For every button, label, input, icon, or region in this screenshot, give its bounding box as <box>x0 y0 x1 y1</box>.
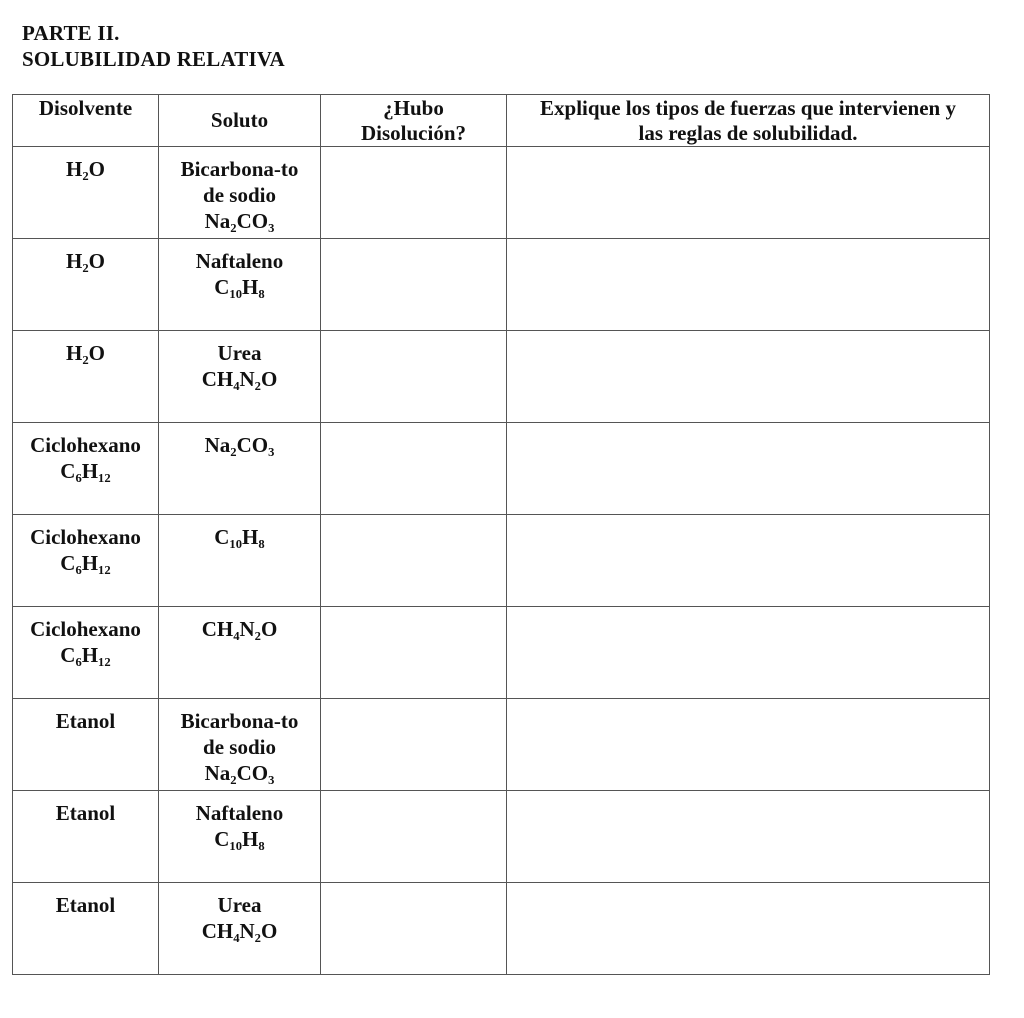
dissolved-answer-cell[interactable] <box>321 699 507 791</box>
dissolved-answer-cell[interactable] <box>321 147 507 239</box>
document-heading <box>22 20 285 72</box>
explanation-answer-cell[interactable] <box>507 883 990 975</box>
explanation-answer-cell[interactable] <box>507 699 990 791</box>
solvent-line: C₆H₁₂ <box>60 643 111 667</box>
table-body <box>13 147 990 975</box>
header-solvent: Disolvente <box>13 95 159 147</box>
solvent-cell <box>13 699 159 791</box>
table-row <box>13 791 990 883</box>
solvent-line: C₆H₁₂ <box>60 459 111 483</box>
table-row <box>13 331 990 423</box>
solute-line: Naftaleno <box>195 801 284 825</box>
solvent-cell <box>13 791 159 883</box>
part-label: PARTE II. <box>22 21 120 45</box>
header-solute: Soluto <box>159 95 321 147</box>
solvent-line: Ciclohexano <box>30 525 141 549</box>
solute-line: C₁₀H₈ <box>214 525 265 549</box>
solute-cell <box>159 147 321 239</box>
explanation-answer-cell[interactable] <box>507 515 990 607</box>
header-explain-line: Explique los tipos de fuerzas que intervienen y <box>540 96 956 120</box>
solute-line: Bicarbona-to <box>180 709 299 733</box>
solubility-table <box>12 94 990 975</box>
solvent-line: Ciclohexano <box>30 433 141 457</box>
solvent-line: Etanol <box>55 709 116 733</box>
solvent-line: H₂O <box>66 249 105 273</box>
solvent-line: Ciclohexano <box>30 617 141 641</box>
solvent-cell <box>13 883 159 975</box>
solvent-cell <box>13 239 159 331</box>
explanation-answer-cell[interactable] <box>507 239 990 331</box>
solvent-line: H₂O <box>66 341 105 365</box>
dissolved-answer-cell[interactable] <box>321 331 507 423</box>
solute-line: Urea <box>217 341 262 365</box>
dissolved-answer-cell[interactable] <box>321 423 507 515</box>
solute-line: CH₄N₂O <box>201 367 278 391</box>
solute-line: C₁₀H₈ <box>214 275 265 299</box>
solute-line: CH₄N₂O <box>201 617 278 641</box>
solute-line: Na₂CO₃ <box>204 209 275 233</box>
solute-line: de sodio <box>203 735 276 759</box>
table-header-row <box>13 95 990 147</box>
header-dissolved-line: Disolución? <box>360 121 467 145</box>
solute-cell <box>159 423 321 515</box>
dissolved-answer-cell[interactable] <box>321 239 507 331</box>
solvent-cell <box>13 423 159 515</box>
solvent-cell <box>13 515 159 607</box>
solute-line: de sodio <box>203 183 276 207</box>
header-explain-line: las reglas de solubilidad. <box>638 121 858 145</box>
header-dissolved <box>321 95 507 147</box>
table-row <box>13 699 990 791</box>
solvent-cell <box>13 147 159 239</box>
solute-cell <box>159 791 321 883</box>
explanation-answer-cell[interactable] <box>507 607 990 699</box>
solute-line: Na₂CO₃ <box>204 433 275 457</box>
explanation-answer-cell[interactable] <box>507 791 990 883</box>
solute-line: C₁₀H₈ <box>214 827 265 851</box>
explanation-answer-cell[interactable] <box>507 147 990 239</box>
solute-cell <box>159 239 321 331</box>
solvent-line: Etanol <box>55 801 116 825</box>
dissolved-answer-cell[interactable] <box>321 607 507 699</box>
table-row <box>13 607 990 699</box>
solute-line: Naftaleno <box>195 249 284 273</box>
solvent-line: Etanol <box>55 893 116 917</box>
dissolved-answer-cell[interactable] <box>321 515 507 607</box>
solute-cell <box>159 699 321 791</box>
table-row <box>13 147 990 239</box>
solute-line: Urea <box>217 893 262 917</box>
solvent-cell <box>13 331 159 423</box>
solvent-line: C₆H₁₂ <box>60 551 111 575</box>
section-title: SOLUBILIDAD RELATIVA <box>22 47 285 71</box>
table-row <box>13 883 990 975</box>
dissolved-answer-cell[interactable] <box>321 883 507 975</box>
table-row <box>13 515 990 607</box>
solute-cell <box>159 607 321 699</box>
table-row <box>13 423 990 515</box>
solute-line: Na₂CO₃ <box>204 761 275 785</box>
table-row <box>13 239 990 331</box>
solute-cell <box>159 515 321 607</box>
header-explain <box>507 95 990 147</box>
solute-line: CH₄N₂O <box>201 919 278 943</box>
header-dissolved-line: ¿Hubo <box>383 96 444 120</box>
solvent-cell <box>13 607 159 699</box>
solute-cell <box>159 883 321 975</box>
explanation-answer-cell[interactable] <box>507 423 990 515</box>
solute-cell <box>159 331 321 423</box>
solvent-line: H₂O <box>66 157 105 181</box>
explanation-answer-cell[interactable] <box>507 331 990 423</box>
solute-line: Bicarbona-to <box>180 157 299 181</box>
dissolved-answer-cell[interactable] <box>321 791 507 883</box>
